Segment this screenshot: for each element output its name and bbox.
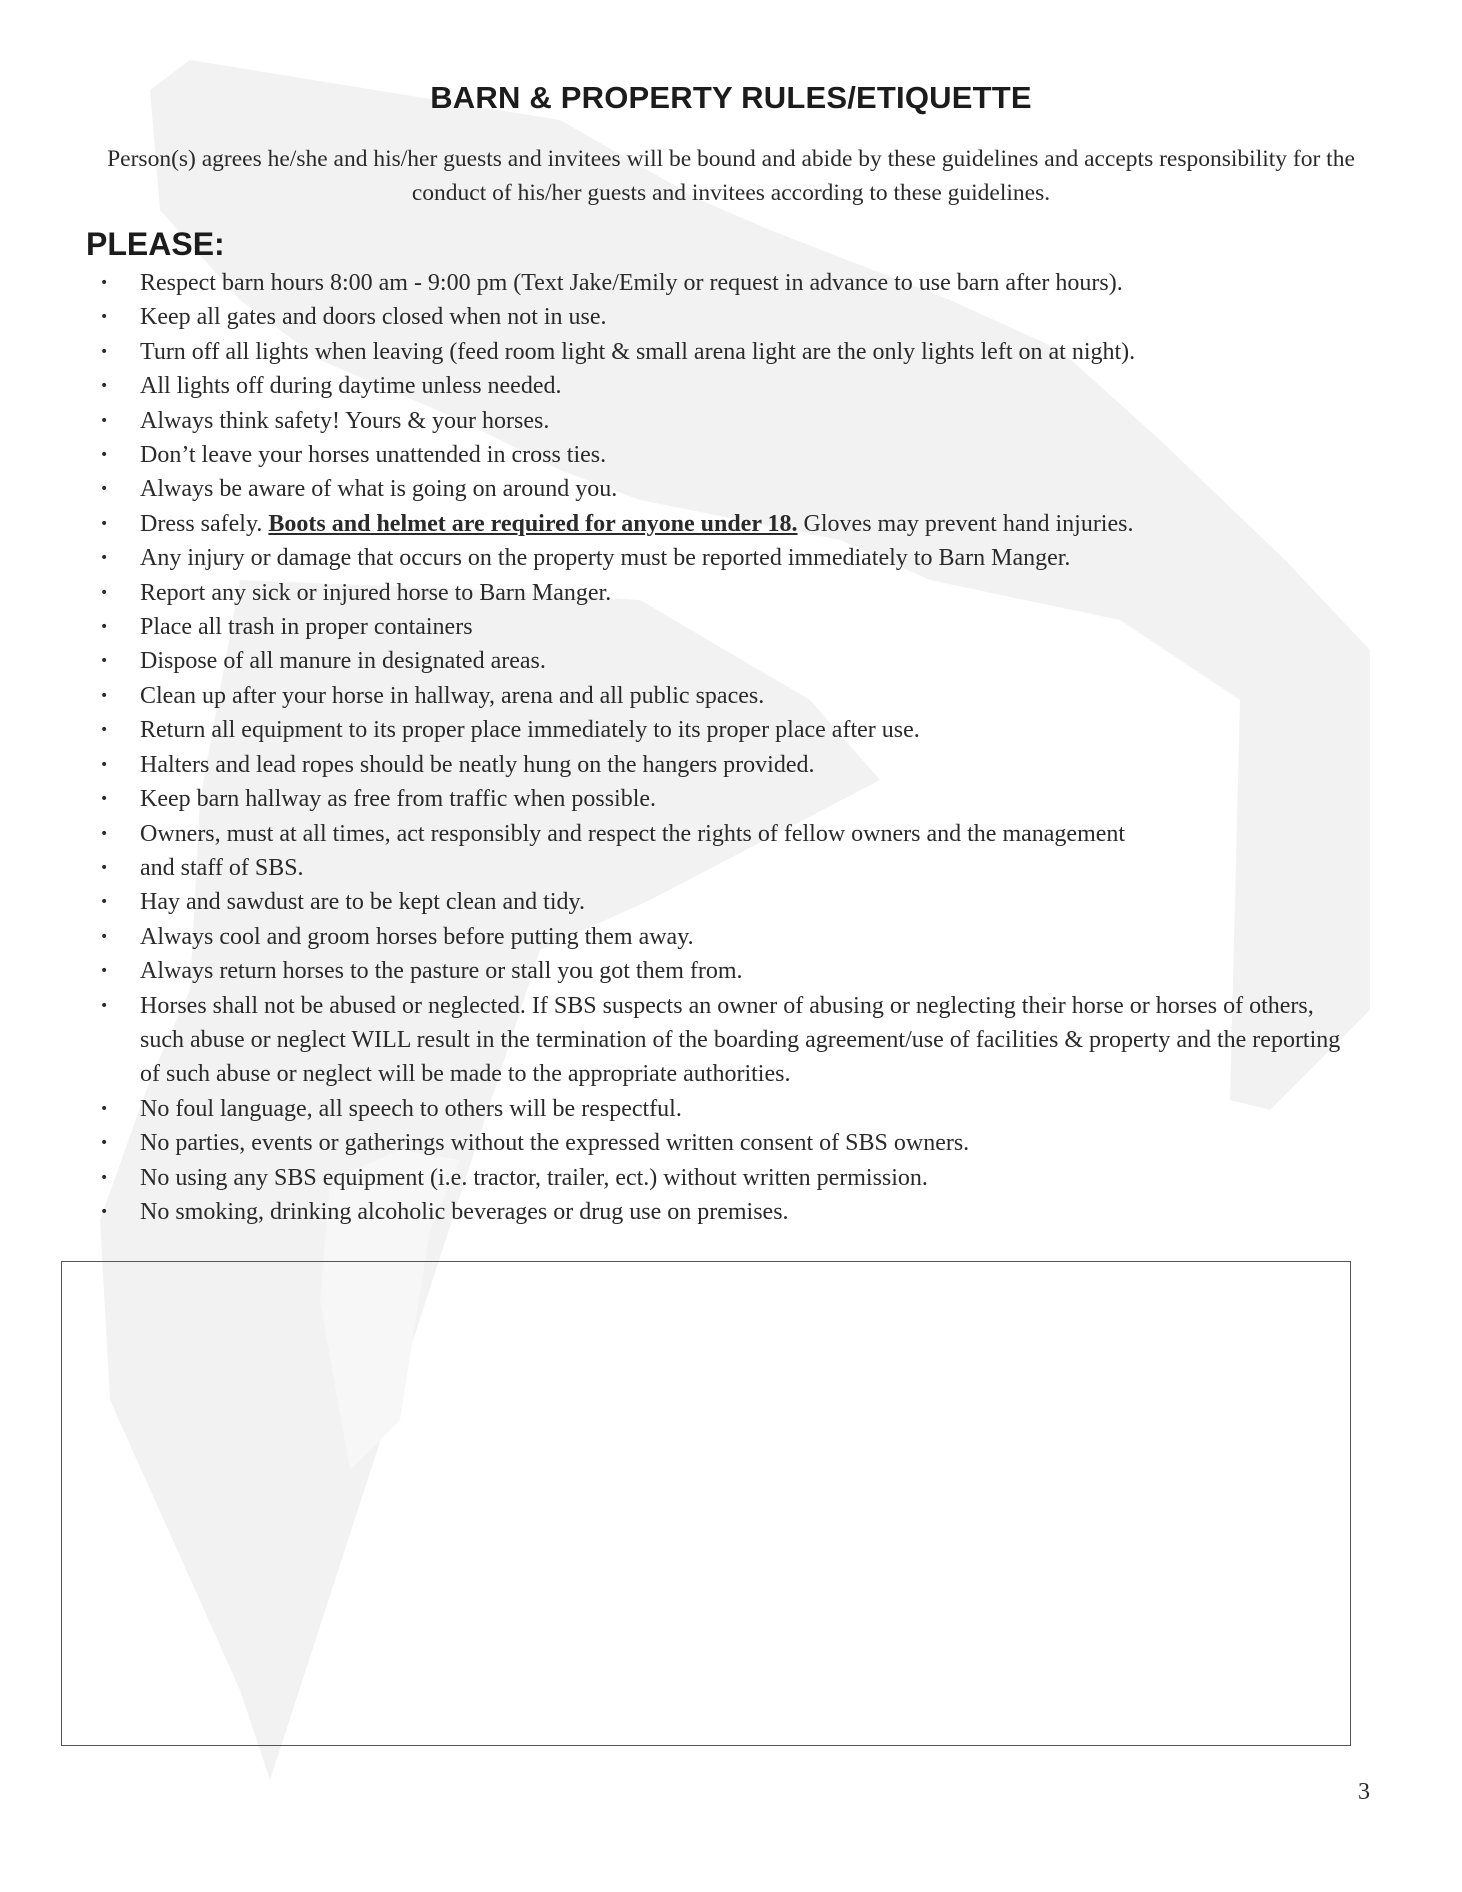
- rule-item: [0, 369, 1462, 403]
- bullet-icon: •: [100, 653, 109, 670]
- rule-text: Always think safety! Yours & your horses.: [140, 407, 550, 434]
- bullet-icon: •: [100, 791, 109, 808]
- bullet-icon: •: [100, 1135, 109, 1152]
- rule-text: Respect barn hours 8:00 am - 9:00 pm (Text Jake/Emily or request in advance to use barn after hours).: [140, 270, 1123, 296]
- rule-item: [0, 644, 1462, 678]
- bullet-icon: •: [100, 412, 109, 429]
- bullet-icon: •: [100, 378, 109, 395]
- rule-text: and staff of SBS.: [140, 854, 304, 881]
- bullet-icon: •: [100, 859, 109, 876]
- rule-text: Horses shall not be abused or neglected. If SBS suspects an owner of abusing or neglecting their horse or horses of others, such abuse or neglect WILL result in the termination of the boarding agreement/use of facilities & property and the reporting of such abuse or neglect will be made to the appropriate authorities.: [140, 992, 1341, 1088]
- intro-paragraph: Person(s) agrees he/she and his/her guests and invitees will be bound and abide by these guidelines and accepts responsibility for the conduct of his/her guests and invitees according to these guidelines.: [107, 146, 1355, 206]
- rule-emphasis: Boots and helmet are required for anyone under 18.: [268, 510, 798, 537]
- bullet-icon: •: [100, 997, 109, 1014]
- rule-text: Report any sick or injured horse to Barn Manger.: [140, 579, 612, 606]
- bullet-icon: •: [100, 722, 109, 739]
- rule-item: [0, 266, 1462, 300]
- rule-text: All lights off during daytime unless needed.: [140, 373, 562, 400]
- bullet-icon: •: [100, 894, 109, 911]
- rule-item: [0, 610, 1462, 644]
- rule-text: Always return horses to the pasture or stall you got them from.: [140, 958, 743, 985]
- rule-item: [0, 335, 1462, 369]
- rule-text: No using any SBS equipment (i.e. tractor, trailer, ect.) without written permission.: [140, 1164, 928, 1191]
- rule-item: [0, 679, 1462, 713]
- rule-text: Don’t leave your horses unattended in cross ties.: [140, 442, 607, 469]
- rule-text: Place all trash in proper containers: [140, 614, 473, 641]
- rule-text: Dispose of all manure in designated areas.: [140, 648, 546, 675]
- rule-item: [0, 713, 1462, 747]
- rule-item: [0, 1161, 1462, 1195]
- rule-text-after: Gloves may prevent hand injuries.: [797, 510, 1134, 537]
- bullet-icon: •: [100, 756, 109, 773]
- rule-text: No foul language, all speech to others will be respectful.: [140, 1095, 682, 1122]
- rule-item: [0, 576, 1462, 610]
- rule-item: [0, 748, 1462, 782]
- rule-text: No parties, events or gatherings without the expressed written consent of SBS owners.: [140, 1130, 970, 1157]
- bullet-icon: •: [100, 275, 109, 291]
- rule-item: [0, 885, 1462, 919]
- bullet-icon: •: [100, 584, 109, 601]
- rule-text: Turn off all lights when leaving (feed room light & small arena light are the only lights left on at night).: [140, 338, 1136, 365]
- rule-item: [0, 920, 1462, 954]
- rule-text: Owners, must at all times, act responsibly and respect the rights of fellow owners and the management: [140, 820, 1126, 847]
- rule-text: Any injury or damage that occurs on the property must be reported immediately to Barn Manger.: [140, 545, 1071, 572]
- rule-text: Always be aware of what is going on around you.: [140, 476, 618, 503]
- blank-signature-box: [61, 1261, 1351, 1746]
- rule-text: Hay and sawdust are to be kept clean and tidy.: [140, 889, 585, 916]
- page-number: 3: [1358, 1779, 1370, 1805]
- bullet-icon: •: [100, 1100, 109, 1117]
- bullet-icon: •: [100, 928, 109, 945]
- rule-item: [0, 954, 1462, 988]
- rule-item: [0, 1092, 1462, 1126]
- rule-item: [0, 817, 1462, 851]
- bullet-icon: •: [100, 515, 109, 532]
- rule-text: Halters and lead ropes should be neatly hung on the hangers provided.: [140, 751, 815, 778]
- bullet-icon: •: [100, 825, 109, 842]
- bullet-icon: •: [100, 963, 109, 980]
- rule-item: [0, 507, 1462, 541]
- bullet-icon: •: [100, 687, 109, 704]
- rule-item: [0, 541, 1462, 575]
- rule-item: [0, 404, 1462, 438]
- rule-text: Return all equipment to its proper place immediately to its proper place after use.: [140, 717, 920, 744]
- rule-item: [0, 472, 1462, 506]
- rule-text: Keep barn hallway as free from traffic when possible.: [140, 786, 657, 813]
- rule-item: [0, 989, 1462, 1092]
- rule-text: Clean up after your horse in hallway, arena and all public spaces.: [140, 682, 765, 709]
- bullet-icon: •: [100, 619, 109, 636]
- rule-item: [0, 300, 1462, 334]
- bullet-icon: •: [100, 481, 109, 498]
- rule-item: [0, 1195, 1462, 1229]
- bullet-icon: •: [100, 309, 109, 326]
- please-heading: PLEASE:: [86, 226, 225, 262]
- rule-item: [0, 438, 1462, 472]
- rule-item: [0, 1126, 1462, 1160]
- rule-item: [0, 782, 1462, 816]
- bullet-icon: •: [100, 447, 109, 464]
- bullet-icon: •: [100, 1203, 109, 1220]
- bullet-icon: •: [100, 1169, 109, 1186]
- rule-item: [0, 851, 1462, 885]
- rule-text: No smoking, drinking alcoholic beverages or drug use on premises.: [140, 1198, 789, 1225]
- rule-text: Dress safely.: [140, 510, 269, 537]
- rule-text: Keep all gates and doors closed when not in use.: [140, 304, 607, 331]
- bullet-icon: •: [100, 343, 109, 360]
- rules-list: [0, 266, 1462, 1229]
- bullet-icon: •: [100, 550, 109, 567]
- rule-text: Always cool and groom horses before putting them away.: [140, 923, 694, 950]
- page-title: BARN & PROPERTY RULES/ETIQUETTE: [430, 80, 1032, 115]
